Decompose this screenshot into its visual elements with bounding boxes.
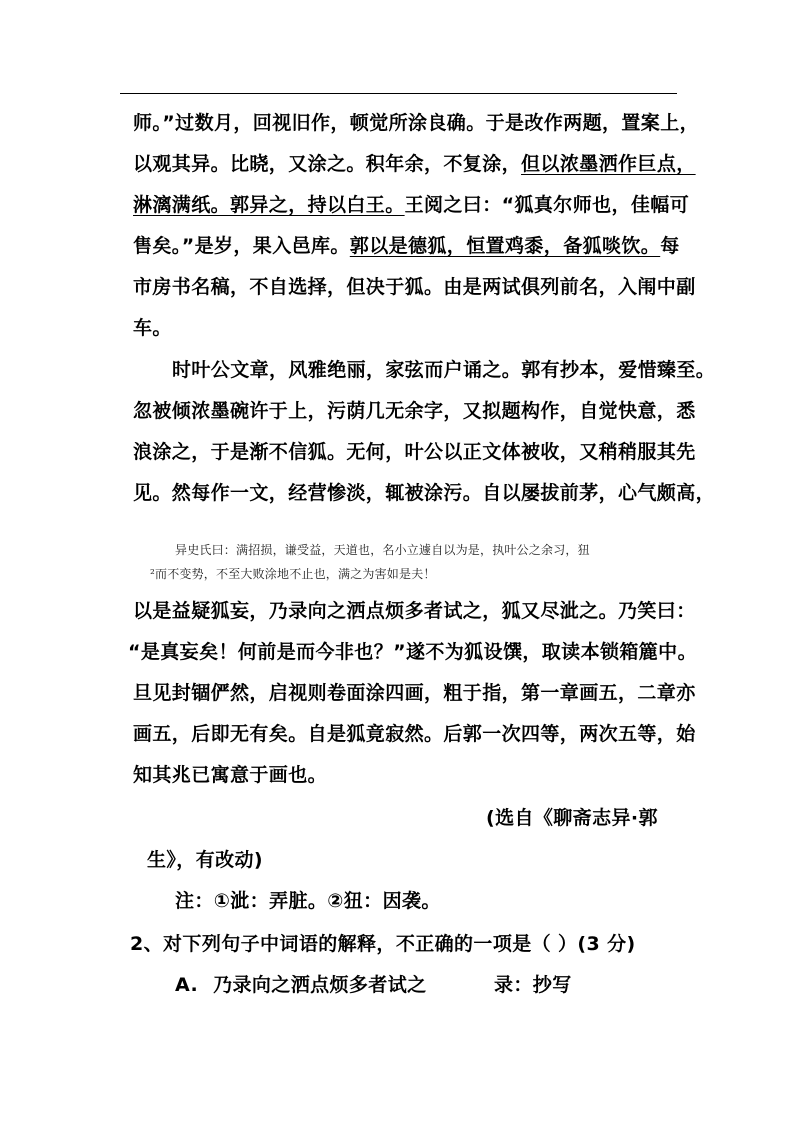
underlined-segment: 郭以是德狐，恒置鸡黍，备狐啖饮。 xyxy=(349,235,661,257)
passage-segment: 王阅之曰：“狐真尔师也，佳幅可 xyxy=(404,194,690,216)
passage-line xyxy=(133,231,680,258)
passage-line xyxy=(133,149,696,176)
passage-line: 市房书名稿，不自选择，但决于狐。由是两试俱列前名，入闱中副 xyxy=(133,276,696,298)
commentary-line: 异史氏曰：满招损，谦受益，天道也，名小立遽自以为是，执叶公之余习，狃 xyxy=(175,543,590,557)
passage-line: 师。”过数月，回视旧作，顿觉所涂良确。于是改作两题，置案上， xyxy=(133,112,699,134)
passage-line xyxy=(133,190,689,217)
option-a xyxy=(175,970,427,997)
passage-line: 旦见封锢俨然，启视则卷面涂四画，粗于指，第一章画五，二章亦 xyxy=(133,682,696,704)
passage-line: 见。然每作一文，经营惨淡，辄被涂污。自以屡拔前茅，心气颇高， xyxy=(133,482,716,504)
annotation-note: 注：①泚：弄脏。②狃：因袭。 xyxy=(175,890,441,912)
source-citation: (选自《聊斋志异·郭 xyxy=(486,807,658,829)
source-citation: 生》，有改动) xyxy=(147,849,263,871)
option-text: 乃录向之洒点烦多者试之 xyxy=(213,974,427,996)
option-label: A. xyxy=(175,974,199,996)
passage-line: 时叶公文章，风雅绝丽，家弦而户诵之。郭有抄本，爱惜臻至。 xyxy=(172,359,716,381)
passage-segment: 以观其异。比晓，又涂之。积年余，不复涂， xyxy=(133,153,522,175)
passage-line: “是真妄矣！何前是而今非也？”遂不为狐设馔，取读本锁箱簏中。 xyxy=(128,641,697,663)
passage-line: 知其兆已寓意于画也。 xyxy=(133,764,328,786)
passage-line: 忽被倾浓墨碗许于上，污荫几无余字，又拟题构作，自觉快意，悉 xyxy=(133,400,696,422)
passage-segment: 售矣。”是岁，果入邑库。 xyxy=(133,235,350,257)
passage-line: 车。 xyxy=(133,317,172,339)
option-gloss: 录：抄写 xyxy=(494,974,572,996)
underlined-segment: 但以浓墨洒作巨点， xyxy=(521,153,696,175)
header-rule xyxy=(120,93,677,94)
passage-segment: 每 xyxy=(660,235,680,257)
commentary-line: ²而不变势，不至大败涂地不止也，满之为害如是夫！ xyxy=(150,567,436,581)
passage-line: 画五，后即无有矣。自是狐竟寂然。后郭一次四等，两次五等，始 xyxy=(133,723,696,745)
question-stem: 2、对下列句子中词语的解释，不正确的一项是（ ）(3 分) xyxy=(130,933,636,955)
underlined-segment: 淋漓满纸。郭异之，持以白王。 xyxy=(133,194,405,216)
passage-line: 浪涂之，于是渐不信狐。无何，叶公以正文体被收，又稍稍服其先 xyxy=(133,441,696,463)
passage-line: 以是益疑狐妄，乃录向之洒点烦多者试之，狐又尽泚之。乃笑曰： xyxy=(133,600,696,622)
